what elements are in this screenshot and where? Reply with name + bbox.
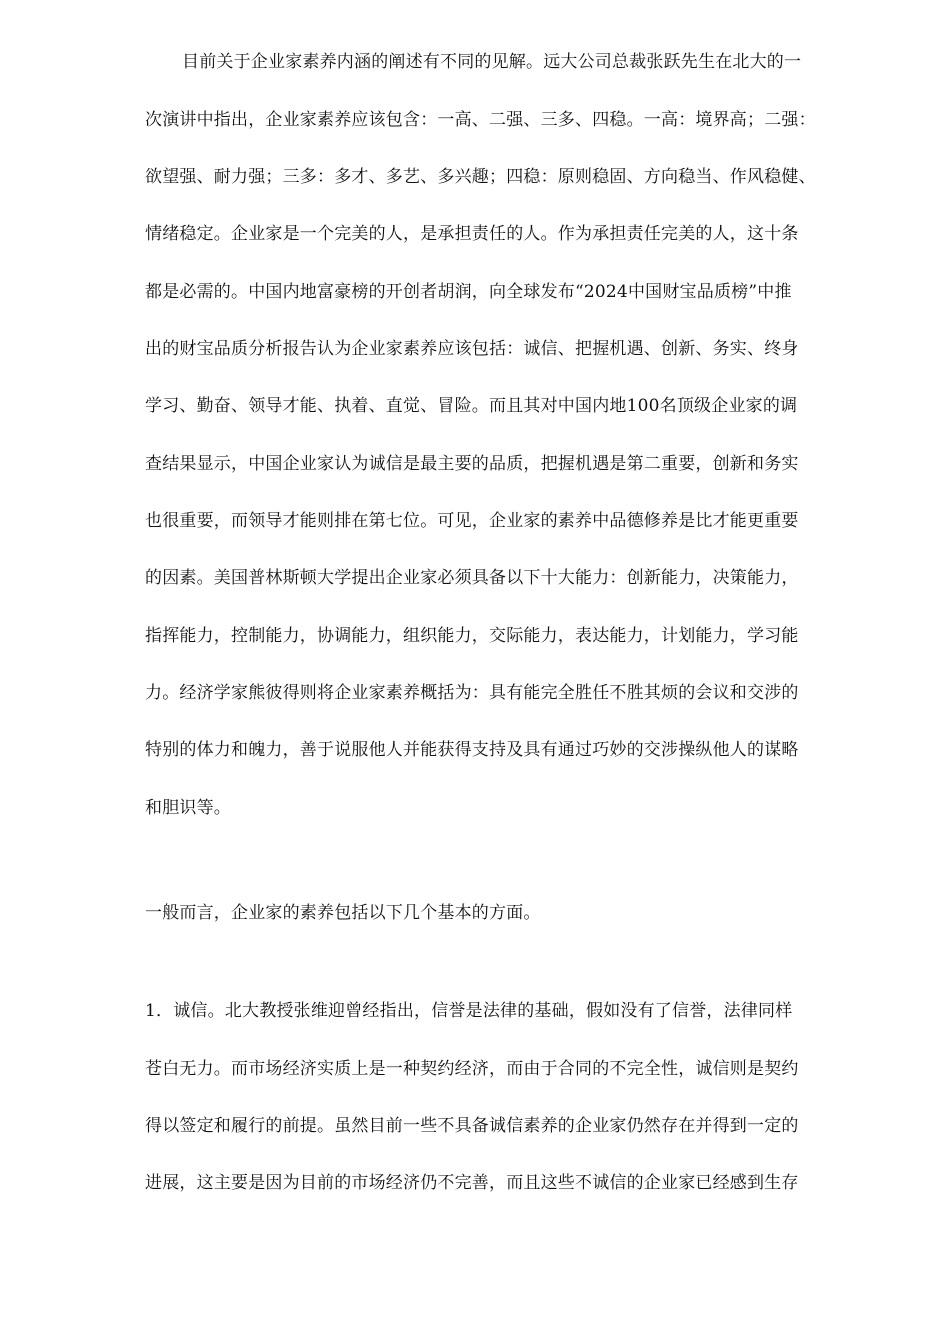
paragraph-1-line-9: 也很重要，而领导才能则排在第七位。可见，企业家的素养中品德修养是比才能更重要 <box>145 511 799 531</box>
paragraph-1-line-12: 力。经济学家熊彼得则将企业家素养概括为：具有能完全胜任不胜其烦的会议和交涉的 <box>145 683 799 703</box>
paragraph-3-line-2: 苍白无力。而市场经济实质上是一种契约经济，而由于合同的不完全性，诚信则是契约 <box>145 1059 799 1079</box>
paragraph-2-line-1: 一般而言，企业家的素养包括以下几个基本的方面。 <box>145 903 541 923</box>
paragraph-1-line-10: 的因素。美国普林斯顿大学提出企业家必须具备以下十大能力：创新能力，决策能力， <box>145 568 799 588</box>
paragraph-1-line-1: 目前关于企业家素养内涵的阐述有不同的见解。远大公司总裁张跃先生在北大的一 <box>182 52 802 72</box>
paragraph-1-line-14: 和胆识等。 <box>145 798 231 818</box>
paragraph-1-line-4: 情绪稳定。企业家是一个完美的人，是承担责任的人。作为承担责任完美的人，这十条 <box>145 224 799 244</box>
paragraph-3-line-3: 得以签定和履行的前提。虽然目前一些不具备诚信素养的企业家仍然存在并得到一定的 <box>145 1116 799 1136</box>
paragraph-3-line-4: 进展，这主要是因为目前的市场经济仍不完善，而且这些不诚信的企业家已经感到生存 <box>145 1173 799 1193</box>
paragraph-1-line-2: 次演讲中指出，企业家素养应该包含：一高、二强、三多、四稳。一高：境界高；二强： <box>145 110 816 130</box>
paragraph-1-line-13: 特别的体力和魄力，善于说服他人并能获得支持及具有通过巧妙的交涉操纵他人的谋略 <box>145 740 799 760</box>
paragraph-1-line-6: 出的财宝品质分析报告认为企业家素养应该包括：诚信、把握机遇、创新、务实、终身 <box>145 339 799 359</box>
paragraph-1-line-5: 都是必需的。中国内地富豪榜的开创者胡润，向全球发布“2024中国财宝品质榜”中推 <box>145 282 792 302</box>
paragraph-1-line-11: 指挥能力，控制能力，协调能力，组织能力，交际能力，表达能力，计划能力，学习能 <box>145 626 799 646</box>
paragraph-1-line-7: 学习、勤奋、领导才能、执着、直觉、冒险。而且其对中国内地100名顶级企业家的调 <box>145 396 798 416</box>
paragraph-1-line-8: 查结果显示，中国企业家认为诚信是最主要的品质，把握机遇是第二重要，创新和务实 <box>145 454 799 474</box>
paragraph-1-line-3: 欲望强、耐力强；三多：多才、多艺、多兴趣；四稳：原则稳固、方向稳当、作风稳健、 <box>145 167 816 187</box>
paragraph-3-line-1: 1．诚信。北大教授张维迎曾经指出，信誉是法律的基础，假如没有了信誉，法律同样 <box>145 1001 793 1021</box>
